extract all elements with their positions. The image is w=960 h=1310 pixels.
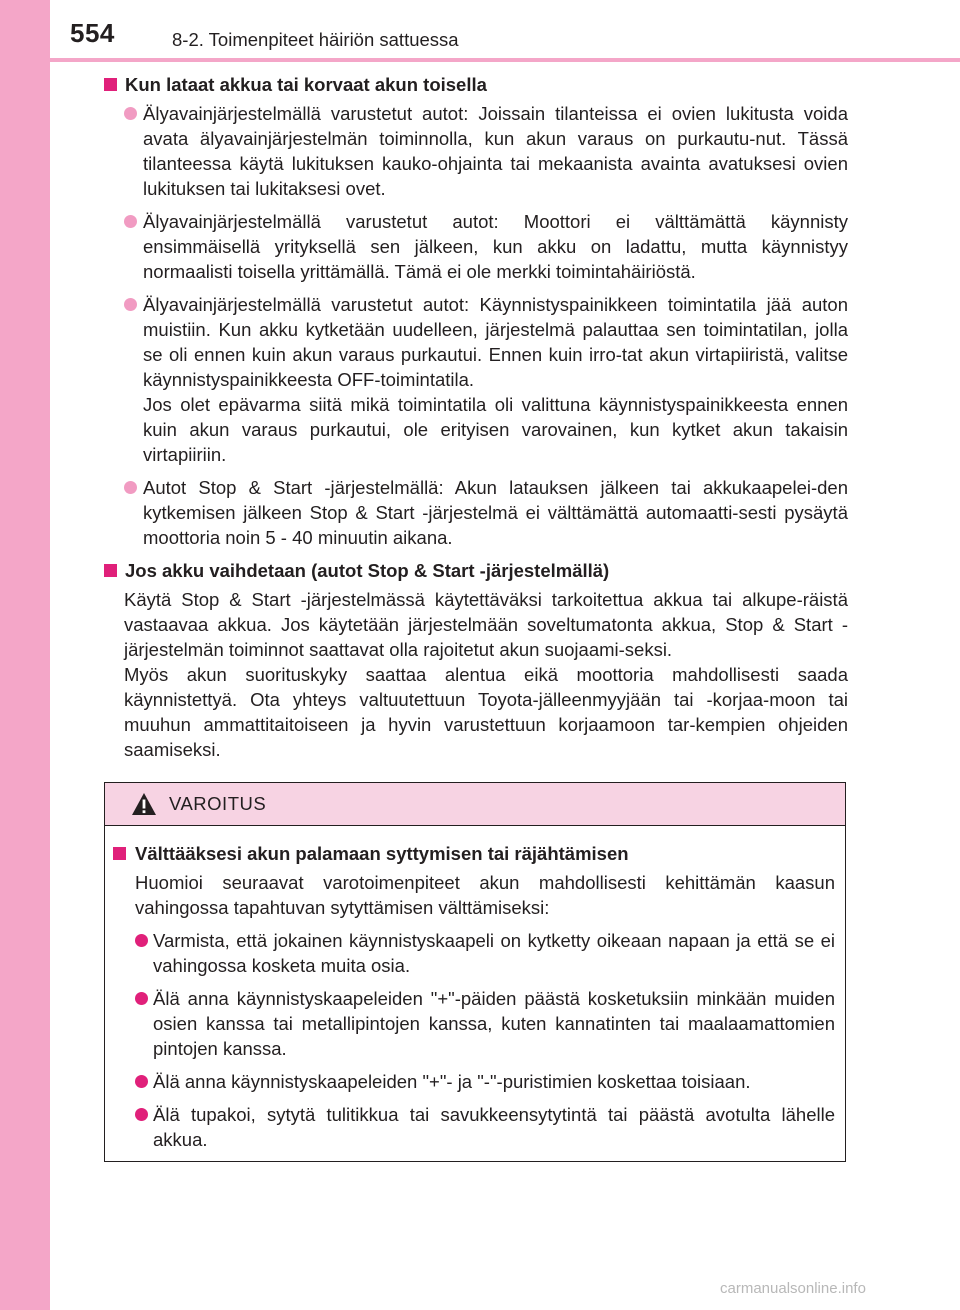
warning-label: VAROITUS: [169, 793, 267, 814]
square-marker-icon: [104, 564, 117, 577]
section-heading-battery-charging: [104, 72, 848, 97]
warning-triangle-icon: [131, 792, 157, 816]
circle-bullet-icon: [135, 1108, 148, 1121]
list-item-text: Älä tupakoi, sytytä tulitikkua tai savukkeensytytintä tai päästä avotulta lähelle akkua.: [153, 1104, 835, 1150]
list-item: [113, 1102, 835, 1152]
list-item-text: Varmista, että jokainen käynnistyskaapeli on kytketty oikeaan napaan ja että se ei vahingossa kosketa muita osia.: [153, 930, 835, 976]
circle-bullet-icon: [135, 1075, 148, 1088]
list-item: [104, 292, 848, 467]
warning-box: [104, 782, 846, 1162]
list-item: [104, 101, 848, 201]
paragraph: Myös akun suorituskyky saattaa alentua eikä moottoria mahdollisesti saada käynnistettyä. Ota yhteys valtuutettuun Toyota-jälleenmyyjään tai -korjaa-moon tai muuhun ammattitaitoiseen ja hyvin varustettuun korjaamoon tar-kempien ohjeiden saamiseksi.: [124, 664, 848, 760]
left-margin-bar: [0, 0, 50, 1310]
list-item: [113, 986, 835, 1061]
list-item-text: Älyavainjärjestelmällä varustetut autot: Moottori ei välttämättä käynnisty ensimmäisellä yrityksellä sen jälkeen, kun akku on ladattu, mutta käynnistyy normaalisti toisella yrittämällä. Tämä ei ole merkki toimintahäiriöstä.: [143, 211, 848, 282]
list-item: [113, 928, 835, 978]
heading-text: Välttääksesi akun palamaan syttymisen tai räjähtämisen: [135, 843, 629, 864]
square-marker-icon: [104, 78, 117, 91]
warning-heading: [113, 841, 835, 866]
square-marker-icon: [113, 847, 126, 860]
circle-bullet-icon: [135, 992, 148, 1005]
section-title: 8-2. Toimenpiteet häiriön sattuessa: [172, 29, 459, 50]
list-item-text: Älyavainjärjestelmällä varustetut autot: Joissain tilanteissa ei ovien lukitusta voida avata älyavainjärjestelmän toiminnolla, kun akun varaus on purkautu-nut. Tässä tilanteessa käytä lukituksen kauko-ohjainta tai mekaanista avainta avatuksesi ovien lukituksen tai lukitaksesi ovet.: [143, 103, 848, 199]
header-rule: [50, 58, 960, 62]
circle-bullet-icon: [135, 934, 148, 947]
list-item-extra-text: Jos olet epävarma siitä mikä toimintatila oli valittuna käynnistyspainikkeesta ennen kuin akun varaus purkautui, ole erityisen varovainen, kun kytket akun takaisin virtapiiriin.: [143, 394, 848, 465]
heading-text: Jos akku vaihdetaan (autot Stop & Start -järjestelmällä): [125, 560, 610, 581]
warning-intro: Huomioi seuraavat varotoimenpiteet akun mahdollisesti kehittämän kaasun vahingossa tapahtuvan sytyttämisen välttämiseksi:: [135, 872, 835, 918]
page-number: 554: [70, 18, 115, 48]
paragraph: Käytä Stop & Start -järjestelmässä käytettäväksi tarkoitettua akkua tai alkupe-räistä vastaavaa akkua. Jos käytetään järjestelmään soveltumatonta akkua, Stop & Start -järjestelmän toiminnot saattavat olla rajoitetut akun suojaami-seksi.: [124, 589, 848, 660]
list-item-text: Älä anna käynnistyskaapeleiden "+"- ja "-"-puristimien koskettaa toisiaan.: [153, 1071, 751, 1092]
circle-bullet-icon: [124, 298, 137, 311]
list-item: [113, 1069, 835, 1094]
main-content: [104, 72, 848, 762]
list-item-text: Älä anna käynnistyskaapeleiden "+"-päiden päästä kosketuksiin minkään muiden osien kanssa tai metallipintojen kanssa, kuten kannatinten tai maalaamattomien pintojen kanssa.: [153, 988, 835, 1059]
circle-bullet-icon: [124, 107, 137, 120]
list-item-text: Autot Stop & Start -järjestelmällä: Akun latauksen jälkeen tai akkukaapelei-den kytkemisen jälkeen Stop & Start -järjestelmä ei välttämättä automaatti-sesti pysäytä moottoria noin 5 - 40 minuutin aikana.: [143, 477, 848, 548]
circle-bullet-icon: [124, 481, 137, 494]
list-item-text: Älyavainjärjestelmällä varustetut autot: Käynnistyspainikkeen toimintatila jää auton muistiin. Kun akku kytketään uudelleen, järjestelmä palauttaa sen toimintatilan, jolla se oli ennen kuin akun varaus purkautui. Ennen kuin irro-tat akun virtapiiristä, valitse käynnistyspainikkeesta OFF-toimintatila.: [143, 294, 848, 390]
warning-body: [105, 841, 845, 1160]
circle-bullet-icon: [124, 215, 137, 228]
section-heading-battery-replacement: [104, 558, 848, 583]
heading-text: Kun lataat akkua tai korvaat akun toisella: [125, 74, 487, 95]
watermark: carmanualsonline.info: [720, 1280, 866, 1297]
warning-header: [105, 783, 845, 826]
list-item: [104, 475, 848, 550]
list-item: [104, 209, 848, 284]
